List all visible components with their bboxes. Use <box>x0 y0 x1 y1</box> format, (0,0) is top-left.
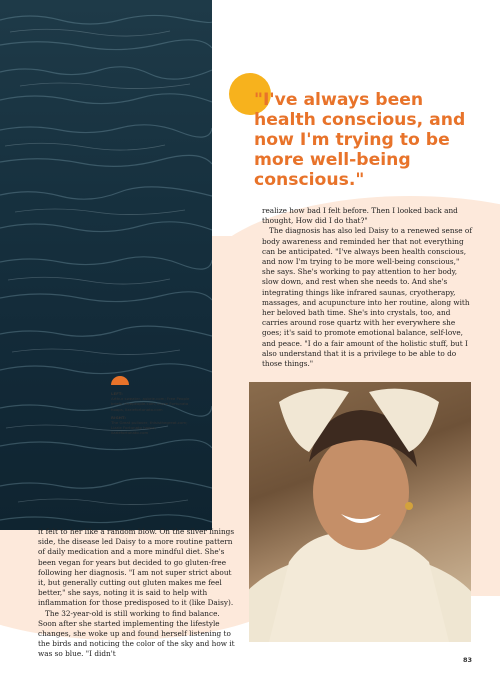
water-photo <box>0 0 212 530</box>
body-column-right <box>262 206 474 369</box>
portrait-photo <box>249 382 471 642</box>
page-number: 83 <box>462 656 472 664</box>
body-column-left <box>38 527 238 660</box>
paragraph: The 32-year-old is still working to find balance. Soon after she started implementing the lifestyle changes, she woke up and found herself listening to the birds and noticing the color of the sky and how it was so blue. "I didn't <box>38 608 235 659</box>
paragraph: realize how bad I felt before. Then I looked back and thought, How did I do that?" <box>262 206 458 226</box>
credit-label-left: LEFT: <box>111 391 123 396</box>
credit-label-right: RIGHT: <box>111 414 126 420</box>
credit-text-left: Arthur sweater, aubrie.com; Free People briefs, freepeople.com; Lizzie Fortunato hoops, lizziefortunato.com <box>111 396 190 412</box>
paragraph: The diagnosis has also led Daisy to a renewed sense of body awareness and reminded her that not everything can be anticipated. "I've always been health conscious, and now I'm trying to be more well-being conscious," she says. She's working to pay attention to her body, slow down, and rest when she needs to. And she's integrating things like infrared saunas, cryotherapy, massages, and acupuncture into her routine, along with her beloved bath time. She's into crystals, too, and carries around rose quartz with her everywhere she goes; it's said to promote emotional balance, self-love, and peace. "I do a fair amount of the holistic stuff, but I also understand that it is a privilege to be able to do those things." <box>262 226 473 369</box>
paragraph: it felt to her like a random blow. On the silver linings side, the disease led Daisy to a more routine pattern of daily medication and a more mindful diet. She's been vegan for years but decided to go gluten-free following her diagnosis. "I am not super strict about it, but generally cutting out gluten makes me feel better," she says, noting it is said to help with inflammation for those predisposed to it (like Daisy). <box>38 527 235 608</box>
pull-quote: "I've always been health conscious, and now I'm trying to be more well-being conscious." <box>254 90 466 190</box>
credit-text-right: The Great pullover, thisisthegreat.com; Lizzie Fortunato hoops, lizziefortunato.com <box>111 420 188 436</box>
photo-credits <box>111 391 191 439</box>
